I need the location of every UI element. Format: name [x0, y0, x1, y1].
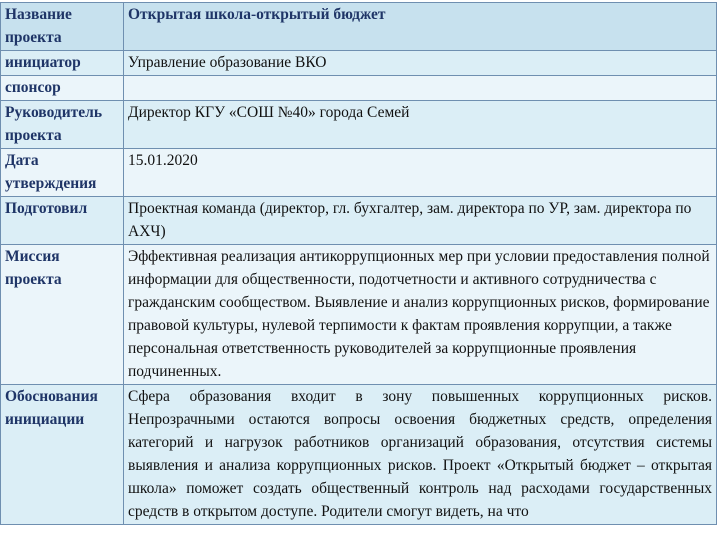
row-sponsor [1, 76, 717, 101]
label-initiator: инициатор [1, 51, 124, 76]
row-approval-date [1, 149, 717, 197]
row-initiation-rationale [1, 385, 717, 525]
value-project-manager: Директор КГУ «СОШ №40» города Семей [124, 101, 717, 149]
value-mission: Эффективная реализация антикоррупционных мер при условии предоставления полной информации для общественности, подотчетности и активного сотрудничества с гражданским сообществом. Выявление и анализ коррупционных рисков, формирование правовой культуры, нулевой терпимости к фактам проявления коррупции, а также персональная ответственность руководителей за коррупционные проявления подчиненных. [124, 245, 717, 385]
value-approval-date: 15.01.2020 [124, 149, 717, 197]
label-project-manager: Руководитель проекта [1, 101, 124, 149]
project-passport-table [0, 2, 717, 525]
label-project-name: Название проекта [1, 3, 124, 51]
label-initiation-rationale: Обоснования инициации [1, 385, 124, 525]
row-project-manager [1, 101, 717, 149]
label-prepared-by: Подготовил [1, 197, 124, 245]
value-initiator: Управление образование ВКО [124, 51, 717, 76]
value-project-name: Открытая школа-открытый бюджет [124, 3, 717, 51]
row-project-name [1, 3, 717, 51]
row-prepared-by [1, 197, 717, 245]
row-initiator [1, 51, 717, 76]
value-sponsor [124, 76, 717, 101]
label-approval-date: Дата утверждения [1, 149, 124, 197]
row-mission [1, 245, 717, 385]
label-mission: Миссия проекта [1, 245, 124, 385]
label-sponsor: спонсор [1, 76, 124, 101]
value-initiation-rationale: Сфера образования входит в зону повышенных коррупционных рисков. Непрозрачными остаются вопросы освоения бюджетных средств, определения категорий и нагрузок работников организаций образования, отсутствия системы выявления и анализа коррупционных рисков. Проект «Открытый бюджет – открытая школа» поможет создать общественный контроль над расходами государственных средств в открытом доступе. Родители смогут видеть, на что [124, 385, 717, 525]
value-prepared-by: Проектная команда (директор, гл. бухгалтер, зам. директора по УР, зам. директора по АХЧ) [124, 197, 717, 245]
